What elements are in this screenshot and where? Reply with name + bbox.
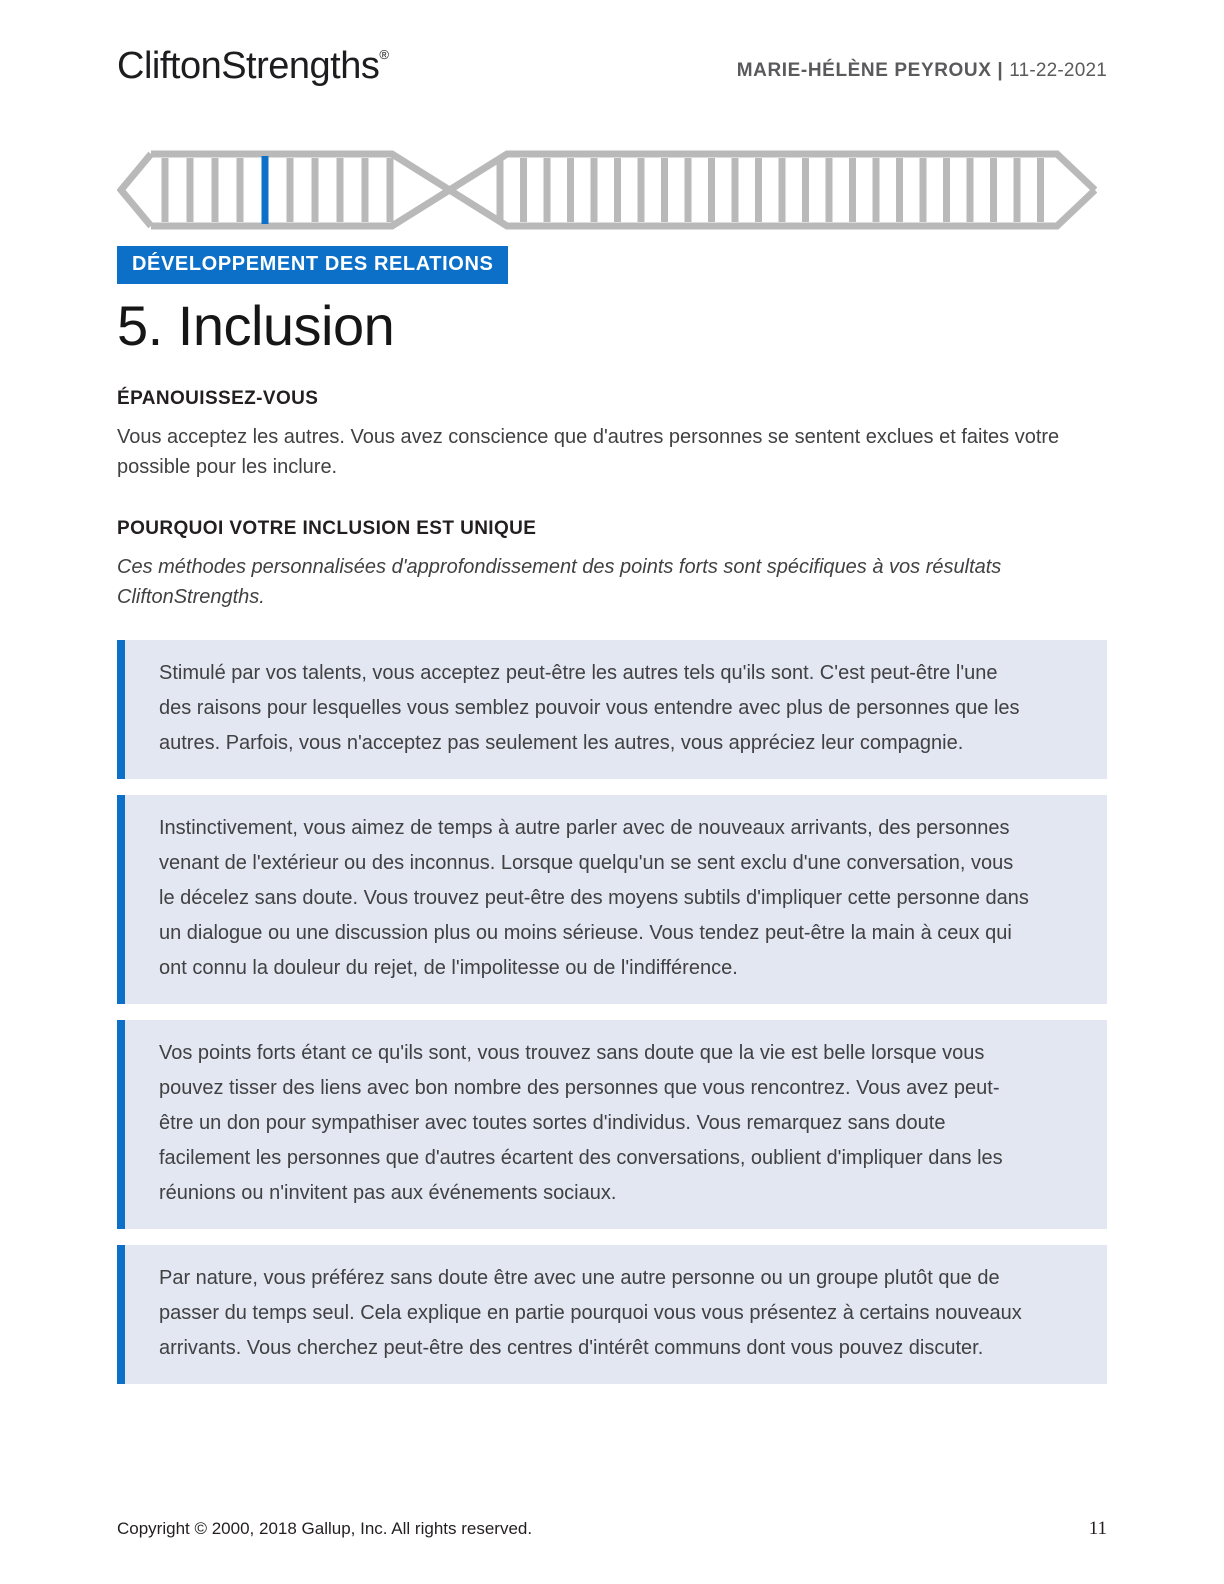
theme-bar (920, 158, 927, 222)
theme-bar (661, 158, 668, 222)
strength-title: 5. Inclusion (117, 293, 395, 357)
theme-bar (873, 158, 880, 222)
theme-bar (826, 158, 833, 222)
insight-text: Par nature, vous préférez sans doute être avec une autre personne ou un groupe plutôt que de passer du temps seul. Cela explique en partie pourquoi vous vous présentez à certains nouveaux arrivants. Vous cherchez peut-être des centres d'intérêt communs dont vous pouvez discuter. (159, 1267, 1022, 1360)
theme-bars (162, 156, 1045, 224)
theme-bar (849, 158, 856, 222)
thrive-body: Vous acceptez les autres. Vous avez conscience que d'autres personnes se sentent exclues et faites votre possible pour les inclure. (117, 426, 1060, 479)
theme-bar (990, 158, 997, 222)
left-chevron-icon (121, 154, 151, 226)
meta-separator: | (997, 60, 1004, 81)
theme-bar (237, 158, 244, 222)
highlighted-theme-bar (262, 156, 269, 224)
report-owner-meta (737, 46, 1107, 82)
theme-bar (755, 158, 762, 222)
theme-bar (685, 158, 692, 222)
theme-bar (732, 158, 739, 222)
theme-bar (896, 158, 903, 222)
owner-name: MARIE-HÉLÈNE PEYROUX (736, 60, 992, 81)
theme-bar (387, 158, 394, 222)
theme-bar (779, 158, 786, 222)
theme-bar (567, 158, 574, 222)
theme-bar (520, 158, 527, 222)
section-thrive (117, 388, 1107, 482)
theme-bar (1014, 158, 1021, 222)
theme-bar (943, 158, 950, 222)
unique-heading: POURQUOI VOTRE INCLUSION EST UNIQUE (117, 518, 537, 540)
theme-bar (544, 158, 551, 222)
personalized-insights (117, 640, 1107, 1384)
brand-wordmark: CliftonStrengths (117, 45, 380, 87)
insight-box (117, 1020, 1107, 1229)
insight-text: Stimulé par vos talents, vous acceptez peut-être les autres tels qu'ils sont. C'est peut-être l'une des raisons pour lesquelles vous semblez pouvoir vous entendre avec plus de personnes que les autres. Parfois, vous n'acceptez pas seulement les autres, vous appréciez leur compagnie. (159, 662, 1020, 755)
theme-bar (591, 158, 598, 222)
domain-badge: DÉVELOPPEMENT DES RELATIONS (117, 246, 508, 284)
insight-box (117, 1245, 1107, 1384)
registered-trademark-icon: ® (379, 47, 389, 62)
theme-bar (1037, 158, 1044, 222)
unique-body: Ces méthodes personnalisées d'approfondissement des points forts sont spécifiques à vos résultats CliftonStrengths. (117, 556, 1002, 609)
theme-bar (614, 158, 621, 222)
section-unique (117, 518, 1107, 612)
brand-logo (117, 46, 388, 88)
theme-bar (312, 158, 319, 222)
theme-bar (497, 158, 504, 222)
dna-strip-graphic (117, 148, 1097, 232)
insight-box (117, 795, 1107, 1004)
page-footer (117, 1518, 1107, 1540)
report-date: 11-22-2021 (1009, 60, 1107, 81)
page-number: 11 (1088, 1518, 1107, 1539)
copyright-text: Copyright © 2000, 2018 Gallup, Inc. All rights reserved. (117, 1519, 533, 1538)
theme-rank-strip (117, 148, 1107, 232)
theme-bar (337, 158, 344, 222)
insight-text: Vos points forts étant ce qu'ils sont, vous trouvez sans doute que la vie est belle lorsque vous pouvez tisser des liens avec bon nombre des personnes que vous rencontrez. Vous avez peut-être un don pour sympathiser avec toutes sortes d'individus. Vous remarquez sans doute facilement les personnes que d'autres écartent des conversations, oublient d'impliquer dans les réunions ou n'invitent pas aux événements sociaux. (159, 1042, 1003, 1205)
theme-bar (708, 158, 715, 222)
theme-bar (967, 158, 974, 222)
theme-bar (802, 158, 809, 222)
theme-bar (187, 158, 194, 222)
theme-bar (212, 158, 219, 222)
theme-bar (162, 158, 169, 222)
theme-bar (362, 158, 369, 222)
page-header (117, 0, 1107, 88)
thrive-heading: ÉPANOUISSEZ-VOUS (117, 388, 319, 410)
insight-box (117, 640, 1107, 779)
theme-bar (287, 158, 294, 222)
theme-bar (638, 158, 645, 222)
insight-text: Instinctivement, vous aimez de temps à autre parler avec de nouveaux arrivants, des personnes venant de l'extérieur ou des inconnus. Lorsque quelqu'un se sent exclu d'une conversation, vous le décelez sans doute. Vous trouvez peut-être des moyens subtils d'impliquer cette personne dans un dialogue ou une discussion plus ou moins sérieuse. Vous tendez peut-être la main à ceux qui ont connu la douleur du rejet, de l'impolitesse ou de l'indifférence. (159, 817, 1029, 980)
